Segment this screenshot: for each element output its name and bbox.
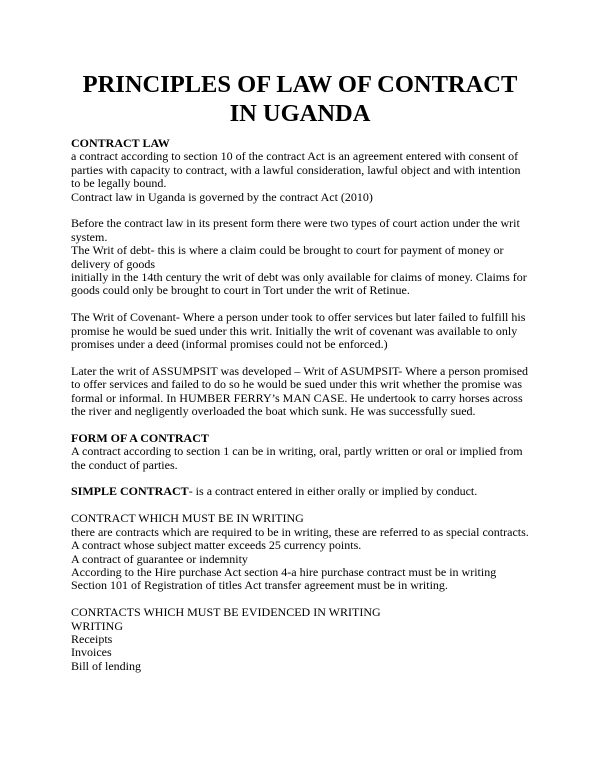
simple-contract-term: SIMPLE CONTRACT <box>71 484 189 499</box>
paragraph-simple-contract <box>71 485 531 498</box>
list-item: Receipts <box>71 631 113 646</box>
page-title <box>0 70 600 128</box>
paragraph: The Writ of Covenant- Where a person under took to offer services but later failed to fulfill his promise he would be sued under this writ. Initially the writ of covenant was available to only promises under a deed (informal promises could not be enforced.) <box>71 310 526 352</box>
list-item: A contract whose subject matter exceeds 25 currency points. <box>71 538 362 553</box>
list-item: According to the Hire purchase Act section 4-a hire purchase contract must be in writing <box>71 564 497 579</box>
paragraph: Contract law in Uganda is governed by the contract Act (2010) <box>71 189 373 204</box>
title-line-2: IN UGANDA <box>229 100 371 127</box>
paragraph: a contract according to section 10 of the contract Act is an agreement entered with consent of parties with capacity to contract, with a lawful consideration, lawful object and with intention to be legally bound. <box>71 149 521 191</box>
title-line-1: PRINCIPLES OF LAW OF CONTRACT <box>82 71 518 98</box>
paragraph: initially in the 14th century the writ of debt was only available for claims of money. Claims for goods could only be brought to court in Tort under the writ of Retinue. <box>71 270 527 298</box>
list-item: Bill of lending <box>71 658 141 673</box>
paragraph: Before the contract law in its present form there were two types of court action under the writ system. <box>71 216 520 244</box>
list-item: there are contracts which are required to be in writing, these are referred to as special contracts. <box>71 524 529 539</box>
list-item: Invoices <box>71 645 112 660</box>
list-item: A contract of guarantee or indemnity <box>71 551 248 566</box>
document-body <box>71 137 531 673</box>
section-heading-contract-law: CONTRACT LAW <box>71 136 170 150</box>
list-item: WRITING <box>71 618 123 633</box>
paragraph: A contract according to section 1 can be in writing, oral, partly written or oral or implied from the conduct of parties. <box>71 444 523 472</box>
section-heading-must-be-in-writing: CONTRACT WHICH MUST BE IN WRITING <box>71 511 304 526</box>
list-item: Section 101 of Registration of titles Act transfer agreement must be in writing. <box>71 578 448 593</box>
section-heading-form-of-contract: FORM OF A CONTRACT <box>71 430 209 445</box>
paragraph: Later the writ of ASSUMPSIT was developed – Writ of ASUMPSIT- Where a person promised to offer services and failed to do so he would be sued under this writ whether the promise was formal or informal. In HUMBER FERRY’s MAN CASE. He undertook to carry horses across the river and negligently overloaded the boat which sunk. He was successfully sued. <box>71 363 529 419</box>
section-heading-evidenced-in-writing: CONRTACTS WHICH MUST BE EVIDENCED IN WRITING <box>71 605 381 620</box>
simple-contract-definition: - is a contract entered in either orally or implied by conduct. <box>188 484 478 499</box>
paragraph: The Writ of debt- this is where a claim could be brought to court for payment of money or delivery of goods <box>71 243 504 271</box>
